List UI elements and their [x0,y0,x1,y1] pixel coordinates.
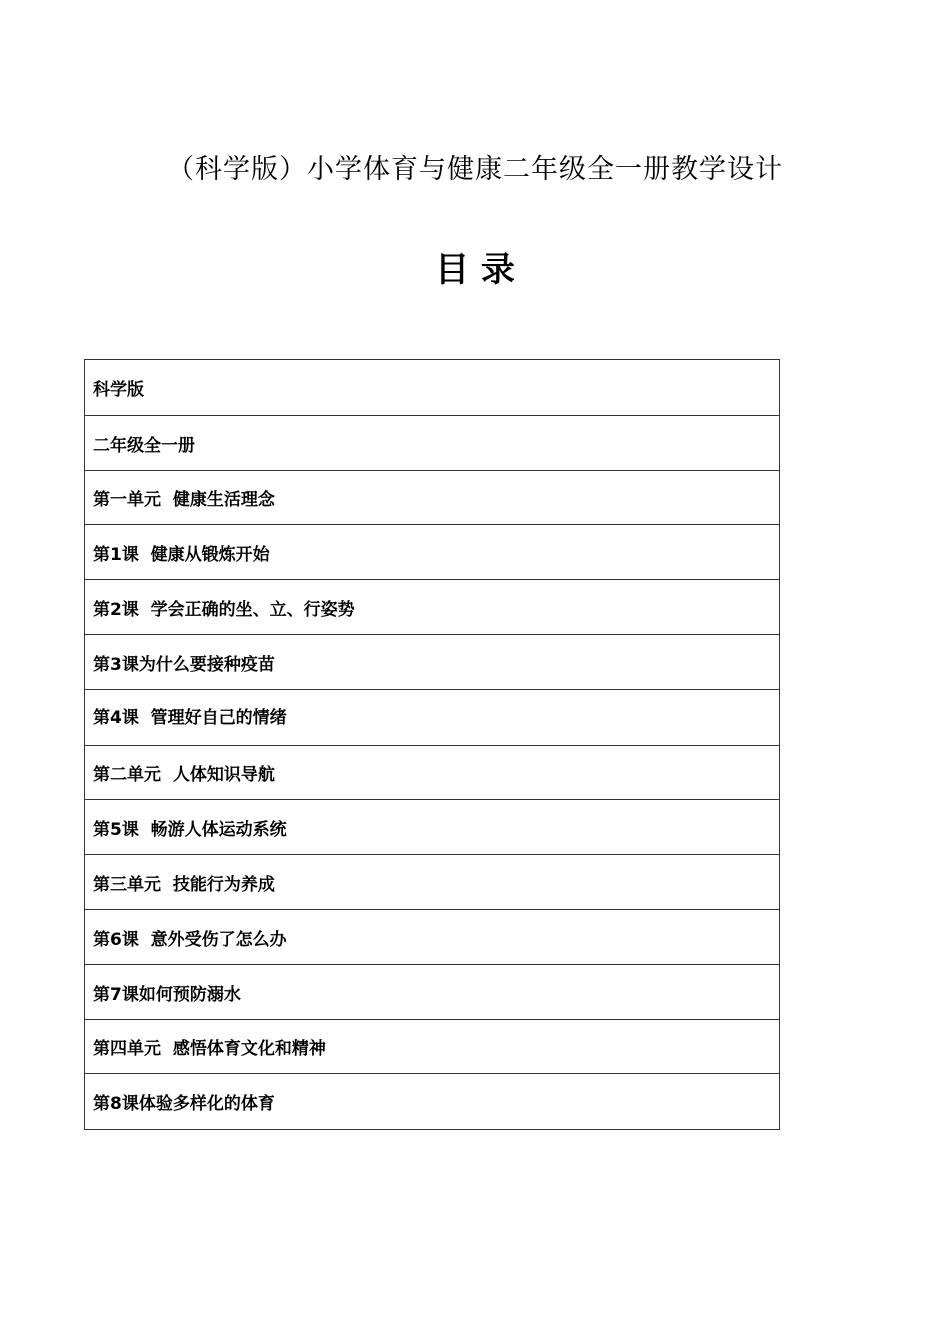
toc-entry: 第三单元 技能行为养成 [85,855,780,910]
toc-row [85,800,780,855]
toc-entry: 第3课为什么要接种疫苗 [85,635,780,690]
toc-entry: 第6课 意外受伤了怎么办 [85,910,780,965]
toc-row [85,580,780,635]
toc-entry: 第一单元 健康生活理念 [85,471,780,525]
toc-row [85,910,780,965]
toc-row [85,471,780,525]
toc-entry: 第8课体验多样化的体育 [85,1074,780,1130]
toc-entry: 第5课 畅游人体运动系统 [85,800,780,855]
toc-entry: 第1课 健康从锻炼开始 [85,525,780,580]
toc-row [85,746,780,800]
toc-row [85,965,780,1020]
toc-heading: 目 录 [435,250,515,290]
toc-entry: 二年级全一册 [85,416,780,471]
document-title: （科学版）小学体育与健康二年级全一册教学设计 [167,154,783,185]
toc-row [85,855,780,910]
toc-entry: 第四单元 感悟体育文化和精神 [85,1020,780,1074]
toc-entry: 科学版 [85,360,780,416]
toc-row [85,525,780,580]
toc-entry: 第7课如何预防溺水 [85,965,780,1020]
toc-row [85,1074,780,1130]
toc-row [85,690,780,746]
toc-row [85,416,780,471]
toc-table [84,359,780,1130]
toc-row [85,360,780,416]
toc-entry: 第2课 学会正确的坐、立、行姿势 [85,580,780,635]
toc-entry: 第二单元 人体知识导航 [85,746,780,800]
toc-row [85,635,780,690]
toc-entry: 第4课 管理好自己的情绪 [85,690,780,746]
toc-row [85,1020,780,1074]
